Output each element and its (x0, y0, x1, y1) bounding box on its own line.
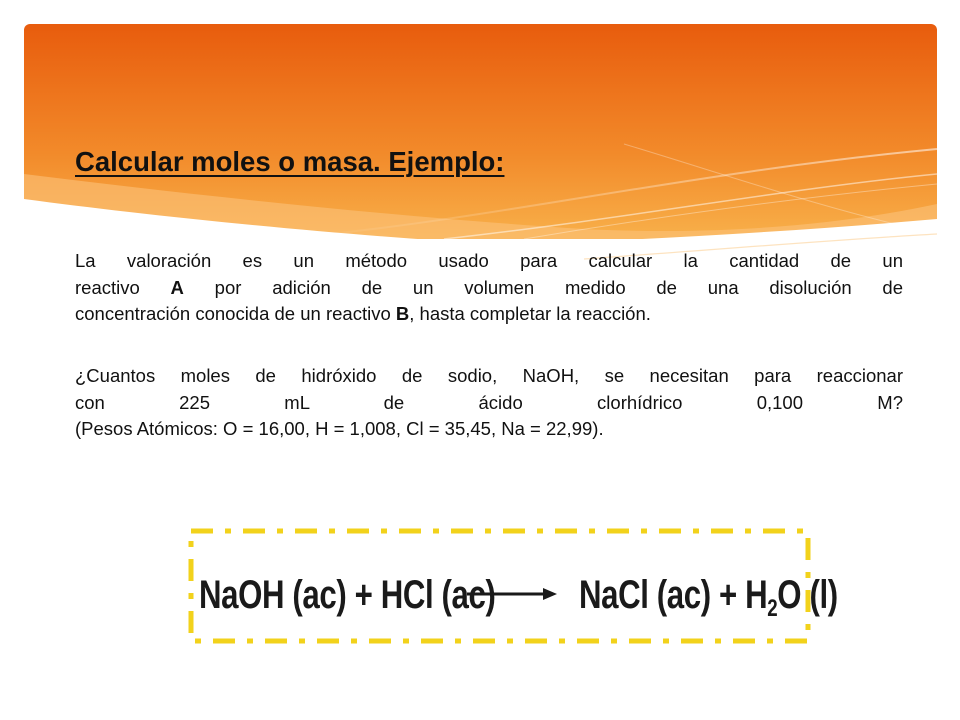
text-run: , hasta completar la reacción. (409, 303, 651, 324)
paragraph-line: La valoración es un método usado para calcular la cantidad de un (75, 250, 903, 271)
equation-reactants: NaOH (ac) + HCl (ac) (199, 573, 496, 617)
paragraph-line (75, 275, 903, 302)
product-text: NaCl (ac) + H (579, 573, 768, 617)
equation-products (579, 571, 838, 622)
paragraph-question (75, 363, 903, 443)
slide-title: Calcular moles o masa. Ejemplo: (75, 146, 505, 177)
subscript: 2 (767, 595, 778, 622)
reactant-a-label: A (170, 276, 184, 298)
paragraph-line: (Pesos Atómicos: O = 16,00, H = 1,008, Cl = 35,45, Na = 22,99). (75, 418, 604, 439)
reaction-arrow-icon (467, 587, 557, 601)
paragraph-line: con 225 mL de ácido clorhídrico 0,100 M? (75, 391, 903, 413)
text-run: concentración conocida de un reactivo (75, 303, 396, 324)
paragraph-line: ¿Cuantos moles de hidróxido de sodio, NaOH, se necesitan para reaccionar (75, 365, 903, 386)
chemical-equation-box (187, 527, 838, 645)
paragraph-line (75, 301, 903, 328)
paragraph-titration (75, 248, 903, 328)
product-text: O (l) (777, 573, 838, 617)
text-run: reactivo (75, 276, 171, 298)
text-run: por adición de un volumen medido de una disolución de (183, 276, 903, 298)
reactant-b-label: B (395, 303, 410, 324)
